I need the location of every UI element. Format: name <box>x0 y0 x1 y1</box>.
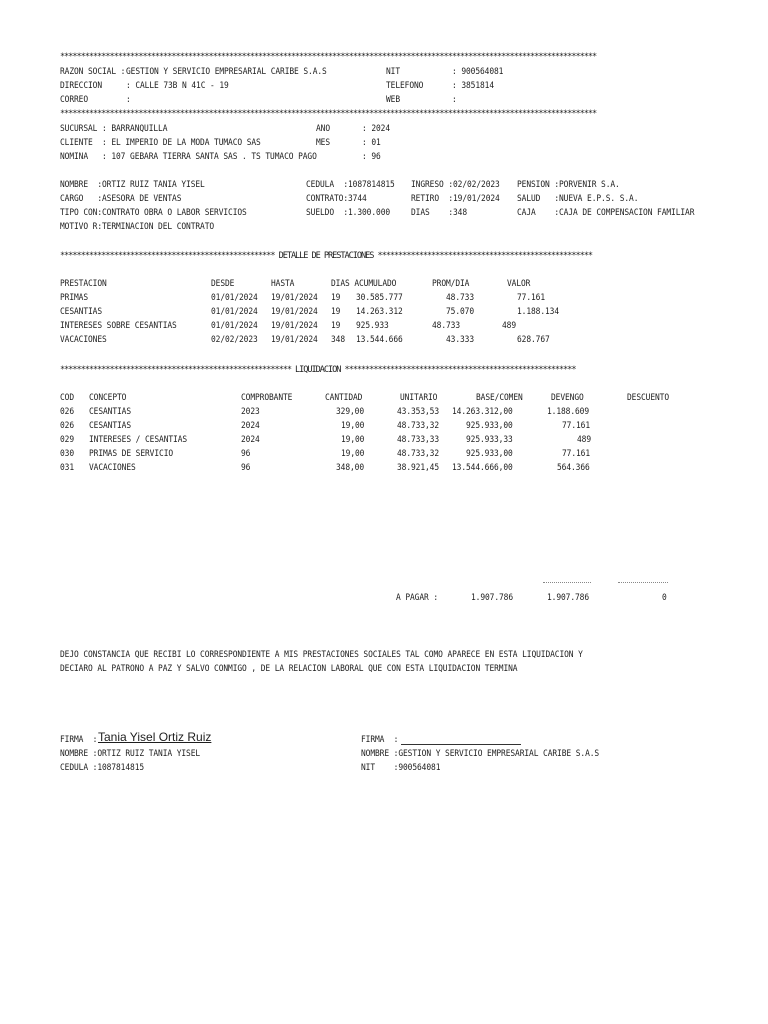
cell-unitario: 43.353,53 <box>397 407 440 417</box>
col-descuento: DESCUENTO <box>627 393 670 403</box>
employee-caja: CAJA :CAJA DE COMPENSACION FAMILIAR <box>517 208 695 218</box>
nomina: NOMINA : 107 GEBARA TIERRA SANTA SAS . TS TUMACO PAGO <box>60 152 317 162</box>
cell-concepto: INTERESES / CESANTIAS <box>89 435 188 445</box>
cell-concepto: CESANTIAS <box>89 421 132 431</box>
cell-prom: 43.333 <box>446 335 475 345</box>
total-descuento: 0 <box>662 593 667 603</box>
employer-firma-nit: NIT :900564081 <box>361 763 441 773</box>
cell-devengo: 77.161 <box>562 421 591 431</box>
mes-label: MES <box>316 138 331 148</box>
cell-dias: 19 <box>331 321 341 331</box>
employee-ingreso: INGRESO :02/02/2023 <box>411 180 500 190</box>
cell-cod: 031 <box>60 463 75 473</box>
cell-acumulado: 13.544.666 <box>356 335 403 345</box>
employee-dias: DIAS :348 <box>411 208 468 218</box>
col-comprobante: COMPROBANTE <box>241 393 293 403</box>
cell-hasta: 19/01/2024 <box>271 321 318 331</box>
cell-prestacion: VACACIONES <box>60 335 107 345</box>
sucursal: SUCURSAL : BARRANQUILLA <box>60 124 168 134</box>
cell-comprobante: 2024 <box>241 421 260 431</box>
employer-firma-nombre: NOMBRE :GESTION Y SERVICIO EMPRESARIAL CARIBE S.A.S <box>361 749 600 759</box>
cell-acumulado: 30.585.777 <box>356 293 403 303</box>
cell-dias: 348 <box>331 335 346 345</box>
cell-prestacion: PRIMAS <box>60 293 89 303</box>
cell-valor: 77.161 <box>517 293 546 303</box>
cell-acumulado: 925.933 <box>356 321 389 331</box>
cell-concepto: PRIMAS DE SERVICIO <box>89 449 174 459</box>
employee-nombre: NOMBRE :ORTIZ RUIZ TANIA YISEL <box>60 180 205 190</box>
cell-comprobante: 96 <box>241 463 251 473</box>
telefono-value: : 3851814 <box>452 81 495 91</box>
cell-desde: 01/01/2024 <box>211 321 258 331</box>
cell-cantidad: 19,00 <box>341 435 365 445</box>
cell-hasta: 19/01/2024 <box>271 307 318 317</box>
web-label: WEB <box>386 95 401 105</box>
cell-comprobante: 96 <box>241 449 251 459</box>
cell-comprobante: 2023 <box>241 407 260 417</box>
cell-acumulado: 14.263.312 <box>356 307 403 317</box>
mes-value: : 01 <box>362 138 381 148</box>
cell-hasta: 19/01/2024 <box>271 335 318 345</box>
employee-signature: Tania Yisel Ortiz Ruiz <box>98 730 212 744</box>
employee-firma-label: FIRMA : <box>60 735 98 745</box>
cell-base: 925.933,00 <box>466 449 513 459</box>
cell-devengo: 1.188.609 <box>547 407 590 417</box>
cell-unitario: 48.733,32 <box>397 421 440 431</box>
cell-cod: 030 <box>60 449 75 459</box>
web-value: : <box>452 95 457 105</box>
employee-tipo-con: TIPO CON:CONTRATO OBRA O LABOR SERVICIOS <box>60 208 247 218</box>
col-cantidad: CANTIDAD <box>325 393 363 403</box>
cell-dias: 19 <box>331 293 341 303</box>
cell-devengo: 77.161 <box>562 449 591 459</box>
col-concepto: CONCEPTO <box>89 393 127 403</box>
col-prom-dia: PROM/DIA <box>432 279 470 289</box>
col-hasta: HASTA <box>271 279 295 289</box>
col-valor: VALOR <box>507 279 531 289</box>
employer-signature-line <box>401 744 521 745</box>
cell-hasta: 19/01/2024 <box>271 293 318 303</box>
separator-top: ********************************************************************************************************************************** <box>60 52 597 62</box>
cell-devengo: 489 <box>577 435 592 445</box>
cell-desde: 01/01/2024 <box>211 307 258 317</box>
employee-motivo: MOTIVO R:TERMINACION DEL CONTRATO <box>60 222 215 232</box>
col-prestacion: PRESTACION <box>60 279 107 289</box>
a-pagar-label: A PAGAR : <box>396 593 439 603</box>
cell-unitario: 48.733,33 <box>397 435 440 445</box>
separator-header: ********************************************************************************************************************************** <box>60 109 597 119</box>
telefono-label: TELEFONO <box>386 81 424 91</box>
direccion-value: : CALLE 73B N 41C - 19 <box>126 81 229 91</box>
a-pagar-value: 1.907.786 <box>471 593 514 603</box>
prestaciones-title: **************************************************** DETALLE DE PRESTACIONES **************************************************** <box>60 251 592 261</box>
liquidacion-title: ******************************************************** LIQUIDACION ******************************************************** <box>60 365 576 375</box>
total-devengo: 1.907.786 <box>547 593 590 603</box>
cell-valor: 628.767 <box>517 335 550 345</box>
employee-contrato: CONTRATO:3744 <box>306 194 367 204</box>
cell-cod: 026 <box>60 421 75 431</box>
cell-comprobante: 2024 <box>241 435 260 445</box>
cell-prestacion: INTERESES SOBRE CESANTIAS <box>60 321 177 331</box>
cell-cantidad: 19,00 <box>341 421 365 431</box>
employee-cargo: CARGO :ASESORA DE VENTAS <box>60 194 182 204</box>
cell-desde: 01/01/2024 <box>211 293 258 303</box>
cell-desde: 02/02/2023 <box>211 335 258 345</box>
pago-value: : 96 <box>362 152 381 162</box>
cell-valor: 489 <box>502 321 517 331</box>
col-base-comen: BASE/COMEN <box>476 393 523 403</box>
col-cod: COD <box>60 393 75 403</box>
employee-pension: PENSION :PORVENIR S.A. <box>517 180 620 190</box>
direccion-label: DIRECCION <box>60 81 103 91</box>
ano-value: : 2024 <box>362 124 391 134</box>
ano-label: ANO <box>316 124 331 134</box>
col-unitario: UNITARIO <box>400 393 438 403</box>
razon-social-label: RAZON SOCIAL : <box>60 67 126 77</box>
cell-dias: 19 <box>331 307 341 317</box>
employee-firma-cedula: CEDULA :1087814815 <box>60 763 145 773</box>
devengo-total-rule <box>543 582 591 583</box>
cliente: CLIENTE : EL IMPERIO DE LA MODA TUMACO SAS <box>60 138 261 148</box>
correo-label: CORREO <box>60 95 89 105</box>
employee-salud: SALUD :NUEVA E.P.S. S.A. <box>517 194 639 204</box>
constancia-line-2: DECIARO AL PATRONO A PAZ Y SALVO CONMIGO , DE LA RELACION LABORAL QUE CON ESTA LIQUIDACION TERMINA <box>60 664 518 674</box>
employee-firma-nombre: NOMBRE :ORTIZ RUIZ TANIA YISEL <box>60 749 201 759</box>
employer-firma-label: FIRMA : <box>361 735 399 745</box>
cell-cod: 026 <box>60 407 75 417</box>
cell-concepto: VACACIONES <box>89 463 136 473</box>
cell-prom: 48.733 <box>446 293 475 303</box>
employee-retiro: RETIRO :19/01/2024 <box>411 194 500 204</box>
cell-base: 14.263.312,00 <box>452 407 513 417</box>
cell-cantidad: 348,00 <box>336 463 365 473</box>
cell-unitario: 48.733,32 <box>397 449 440 459</box>
nit-label: NIT <box>386 67 401 77</box>
cell-base: 925.933,00 <box>466 421 513 431</box>
correo-value: : <box>126 95 131 105</box>
cell-prom: 48.733 <box>432 321 461 331</box>
col-dias-acumulado: DIAS ACUMULADO <box>331 279 397 289</box>
nit-value: : 900564081 <box>452 67 504 77</box>
employee-sueldo: SUELDO :1.300.000 <box>306 208 391 218</box>
col-devengo: DEVENGO <box>551 393 584 403</box>
descuento-total-rule <box>618 582 668 583</box>
cell-base: 13.544.666,00 <box>452 463 513 473</box>
cell-cantidad: 329,00 <box>336 407 365 417</box>
cell-prestacion: CESANTIAS <box>60 307 103 317</box>
cell-cod: 029 <box>60 435 75 445</box>
cell-concepto: CESANTIAS <box>89 407 132 417</box>
cell-unitario: 38.921,45 <box>397 463 440 473</box>
cell-prom: 75.070 <box>446 307 475 317</box>
constancia-line-1: DEJO CONSTANCIA QUE RECIBI LO CORRESPONDIENTE A MIS PRESTACIONES SOCIALES TAL COMO APARECE EN ESTA LIQUIDACION Y <box>60 650 583 660</box>
cell-cantidad: 19,00 <box>341 449 365 459</box>
employee-cedula: CEDULA :1087814815 <box>306 180 395 190</box>
razon-social-value: GESTION Y SERVICIO EMPRESARIAL CARIBE S.A.S <box>126 67 327 77</box>
col-desde: DESDE <box>211 279 235 289</box>
cell-base: 925.933,33 <box>466 435 513 445</box>
cell-valor: 1.188.134 <box>517 307 560 317</box>
cell-devengo: 564.366 <box>557 463 590 473</box>
